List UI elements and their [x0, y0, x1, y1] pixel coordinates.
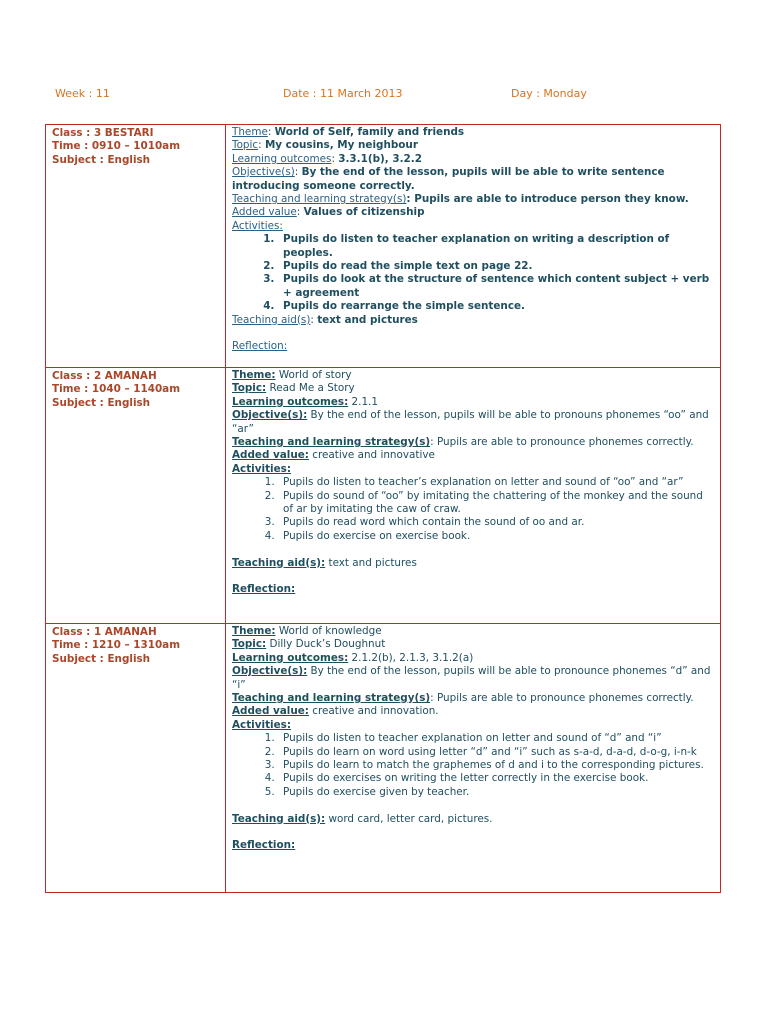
list-item: 2. Pupils do learn on word using letter “d” and “i” such as s-a-d, d-a-d, d-o-g, i-n-k — [278, 746, 714, 759]
topic-label: Topic: — [232, 382, 267, 395]
list-item: 3. Pupils do learn to match the graphemes of d and i to the corresponding pictures. — [278, 759, 714, 772]
topic-value: Dilly Duck’s Doughnut — [266, 638, 386, 651]
class-label: Class : 3 BESTARI — [52, 127, 154, 139]
objective-value: By the end of the lesson, pupils will be able to pronounce phonemes “d” and “i” — [232, 665, 711, 691]
aid-line — [232, 314, 714, 327]
subject-label: Subject : English — [52, 153, 151, 166]
theme-line — [232, 126, 714, 139]
objective-label: Objective(s): — [232, 665, 308, 678]
time-label: Time : 1210 – 1310am — [52, 639, 181, 652]
objective-line — [232, 409, 714, 436]
strategy-line — [232, 436, 714, 449]
date-label: Date : 11 March 2013 — [283, 87, 403, 100]
strategy-label: Teaching and learning strategy(s) — [232, 692, 431, 705]
outcomes-separator: : — [331, 152, 339, 165]
subject-label: Subject : English — [52, 396, 151, 409]
time-label: Time : 0910 – 1010am — [52, 140, 181, 153]
outcomes-line — [232, 153, 714, 166]
value-line — [232, 206, 714, 219]
theme-value: World of Self, family and friends — [274, 126, 465, 138]
strategy-value: : Pupils are able to pronounce phonemes correctly. — [430, 692, 694, 705]
activities-label: Activities: — [232, 219, 283, 232]
objective-value: By the end of the lesson, pupils will be able to write sentence introducing someone correctly. — [232, 166, 665, 192]
value-value: creative and innovative — [308, 449, 435, 462]
value-line — [232, 705, 714, 718]
theme-label: Theme: — [232, 369, 276, 381]
topic-line — [232, 382, 714, 395]
aid-line — [232, 557, 714, 570]
outcomes-line — [232, 396, 714, 409]
lesson-row — [46, 125, 721, 368]
list-item: 2. Pupils do sound of “oo” by imitating the chattering of the monkey and the sound of ar by imitating the caw of craw. — [278, 490, 714, 517]
activities-list — [232, 233, 714, 313]
reflection-label: Reflection: — [232, 839, 296, 852]
page-header — [55, 87, 735, 103]
lesson-plan-table — [45, 124, 721, 893]
value-label: Added value: — [232, 705, 309, 718]
list-item: 3. Pupils do read word which contain the sound of oo and ar. — [278, 516, 714, 529]
objective-label: Objective(s): — [232, 409, 308, 422]
value-value: Values of citizenship — [303, 206, 425, 219]
value-value: creative and innovation. — [308, 705, 439, 718]
outcomes-value: 2.1.1 — [348, 395, 378, 408]
reflection-label: Reflection: — [232, 583, 296, 596]
outcomes-value: 3.3.1(b), 3.2.2 — [338, 152, 422, 165]
theme-line — [232, 369, 714, 382]
list-item: 3. Pupils do look at the structure of sentence which content subject + verb + agreement — [278, 273, 714, 300]
subject-label: Subject : English — [52, 652, 151, 665]
topic-separator: : — [258, 139, 265, 152]
list-item: 1. Pupils do listen to teacher’s explanation on letter and sound of “oo” and “ar” — [278, 476, 714, 489]
topic-line — [232, 638, 714, 651]
topic-label: Topic: — [232, 638, 267, 651]
value-line — [232, 449, 714, 462]
outcomes-label: Learning outcomes: — [232, 651, 349, 664]
theme-value: World of knowledge — [275, 625, 382, 637]
strategy-separator: : — [406, 193, 415, 206]
list-item: 1. Pupils do listen to teacher explanation on letter and sound of “d” and “i” — [278, 732, 714, 745]
list-item: 1. Pupils do listen to teacher explanation on writing a description of peoples. — [278, 233, 714, 260]
activities-list — [232, 732, 714, 799]
reflection-label: Reflection: — [232, 340, 288, 353]
lesson-details-cell — [226, 368, 721, 624]
objective-value: By the end of the lesson, pupils will be able to pronouns phonemes “oo” and “ar” — [232, 409, 709, 435]
objective-label: Objective(s) — [232, 166, 295, 179]
objective-line — [232, 166, 714, 193]
lesson-info-cell — [46, 624, 226, 893]
topic-value: My cousins, My neighbour — [264, 139, 418, 152]
lesson-details-cell — [226, 624, 721, 893]
objective-line — [232, 665, 714, 692]
value-separator: : — [296, 206, 304, 219]
day-label: Day : Monday — [511, 87, 587, 100]
theme-separator: : — [267, 126, 275, 138]
strategy-value: Pupils are able to introduce person they know. — [414, 193, 689, 206]
aid-label: Teaching aid(s) — [232, 313, 311, 326]
strategy-value: : Pupils are able to pronounce phonemes correctly. — [430, 436, 694, 449]
strategy-line — [232, 692, 714, 705]
list-item: 5. Pupils do exercise given by teacher. — [278, 786, 714, 799]
outcomes-label: Learning outcomes: — [232, 395, 349, 408]
topic-value: Read Me a Story — [266, 382, 355, 395]
theme-value: World of story — [275, 369, 352, 381]
value-label: Added value: — [232, 449, 309, 462]
aid-label: Teaching aid(s): — [232, 812, 326, 825]
list-item: 2. Pupils do read the simple text on page 22. — [278, 260, 714, 273]
outcomes-value: 2.1.2(b), 2.1.3, 3.1.2(a) — [348, 651, 474, 664]
lesson-info-cell — [46, 368, 226, 624]
strategy-label: Teaching and learning strategy(s) — [232, 436, 431, 449]
topic-label: Topic — [232, 139, 259, 152]
list-item: 4. Pupils do exercise on exercise book. — [278, 530, 714, 543]
objective-separator: : — [294, 166, 302, 179]
outcomes-label: Learning outcomes — [232, 152, 332, 165]
class-label: Class : 2 AMANAH — [52, 370, 157, 382]
lesson-row — [46, 368, 721, 624]
activities-label: Activities: — [232, 462, 291, 475]
aid-line — [232, 813, 714, 826]
theme-label: Theme: — [232, 625, 276, 637]
lesson-info-cell — [46, 125, 226, 368]
value-label: Added value — [232, 206, 297, 219]
list-item: 4. Pupils do rearrange the simple sentence. — [278, 300, 714, 313]
activities-list — [232, 476, 714, 543]
theme-line — [232, 625, 714, 638]
aid-separator: : — [310, 313, 318, 326]
week-label: Week : 11 — [55, 87, 110, 100]
theme-label: Theme — [232, 126, 268, 138]
activities-label: Activities: — [232, 718, 291, 731]
strategy-label: Teaching and learning strategy(s) — [232, 193, 407, 206]
aid-value: text and pictures — [325, 556, 417, 569]
list-item: 4. Pupils do exercises on writing the letter correctly in the exercise book. — [278, 772, 714, 785]
strategy-line — [232, 193, 714, 206]
aid-value: word card, letter card, pictures. — [325, 812, 493, 825]
outcomes-line — [232, 652, 714, 665]
lesson-details-cell — [226, 125, 721, 368]
topic-line — [232, 139, 714, 152]
aid-label: Teaching aid(s): — [232, 556, 326, 569]
lesson-row — [46, 624, 721, 893]
aid-value: text and pictures — [317, 313, 418, 326]
time-label: Time : 1040 – 1140am — [52, 383, 181, 396]
class-label: Class : 1 AMANAH — [52, 626, 157, 638]
